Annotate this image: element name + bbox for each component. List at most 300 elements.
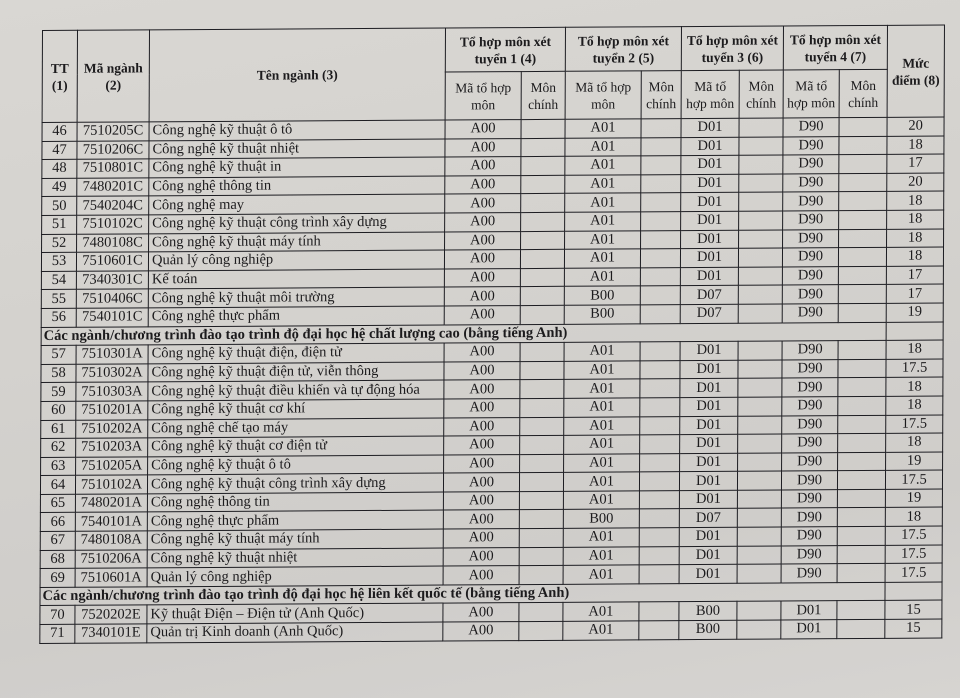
cell-mon-chinh-1 — [521, 156, 565, 175]
cell-ma-to-hop-4: D90 — [783, 211, 839, 230]
cell-mon-chinh-1 — [521, 138, 565, 157]
cell-muc-diem: 18 — [887, 210, 944, 229]
cell-mon-chinh-2 — [640, 305, 680, 324]
cell-ma-to-hop-4: D90 — [783, 192, 839, 211]
cell-ma-nganh: 7510206A — [75, 550, 147, 569]
cell-mon-chinh-2 — [640, 379, 680, 398]
cell-ma-to-hop-3: D01 — [681, 193, 739, 212]
cell-mon-chinh-4 — [838, 396, 886, 415]
cell-ma-to-hop-2: A01 — [565, 156, 641, 175]
cell-ma-to-hop-1: A00 — [444, 361, 520, 380]
cell-mon-chinh-4 — [839, 173, 887, 192]
cell-muc-diem: 17.5 — [886, 415, 943, 434]
cell-tt: 64 — [40, 476, 75, 495]
cell-ma-to-hop-3: D01 — [680, 341, 738, 360]
cell-ma-nganh: 7480201A — [75, 494, 147, 513]
cell-mon-chinh-2 — [640, 249, 680, 268]
cell-mon-chinh-2 — [639, 528, 679, 547]
cell-mon-chinh-3 — [738, 434, 782, 453]
cell-ma-nganh: 7510406C — [76, 289, 148, 308]
cell-ma-to-hop-1: A00 — [443, 566, 519, 585]
cell-muc-diem: 19 — [886, 452, 943, 471]
cell-mon-chinh-4 — [838, 378, 886, 397]
cell-ma-to-hop-4: D90 — [782, 359, 838, 378]
cell-mon-chinh-2 — [639, 509, 679, 528]
cell-muc-diem: 17.5 — [885, 545, 942, 564]
cell-ma-to-hop-3: D01 — [681, 211, 739, 230]
cell-mon-chinh-2 — [640, 398, 680, 417]
cell-ma-nganh: 7520202E — [75, 605, 147, 624]
cell-mon-chinh-2 — [639, 602, 679, 621]
cell-ma-to-hop-4: D90 — [782, 341, 838, 360]
subheader-mon-chinh-1: Môn chính — [521, 71, 565, 119]
cell-mon-chinh-3 — [738, 378, 782, 397]
cell-ma-to-hop-2: A01 — [564, 454, 640, 473]
cell-muc-diem: 18 — [885, 507, 942, 526]
cell-mon-chinh-2 — [640, 416, 680, 435]
cell-mon-chinh-1 — [519, 621, 563, 640]
cell-tt: 49 — [42, 178, 77, 197]
cell-ma-nganh: 7510201A — [76, 401, 148, 420]
cell-ma-nganh: 7510102C — [77, 215, 149, 234]
cell-mon-chinh-1 — [519, 603, 563, 622]
cell-mon-chinh-3 — [737, 546, 781, 565]
cell-mon-chinh-3 — [738, 397, 782, 416]
cell-ma-to-hop-1: A00 — [444, 398, 520, 417]
cell-ten-nganh: Công nghệ kỹ thuật in — [149, 157, 445, 177]
cell-ma-to-hop-2: B00 — [564, 286, 640, 305]
cell-ma-to-hop-4: D90 — [782, 471, 838, 490]
cell-mon-chinh-1 — [521, 194, 565, 213]
cell-ma-nganh: 7510301A — [76, 345, 148, 364]
cell-ma-to-hop-3: D01 — [680, 379, 738, 398]
cell-mon-chinh-2 — [640, 360, 680, 379]
section-title: Các ngành/chương trình đào tạo trình độ đại học hệ chất lượng cao (bằng tiếng Anh) — [41, 322, 886, 346]
cell-ma-nganh: 7540101A — [75, 512, 147, 531]
cell-ma-nganh: 7510205A — [76, 457, 148, 476]
cell-tt: 52 — [42, 234, 77, 253]
cell-mon-chinh-2 — [641, 230, 681, 249]
cell-ten-nganh: Công nghệ kỹ thuật máy tính — [147, 529, 443, 549]
cell-ma-to-hop-3: D01 — [681, 137, 739, 156]
cell-mon-chinh-3 — [739, 118, 783, 137]
subheader-mon-chinh-3: Môn chính — [739, 70, 783, 118]
cell-mon-chinh-4 — [838, 285, 886, 304]
cell-ma-to-hop-2: A01 — [563, 491, 639, 510]
cell-ma-to-hop-3: D07 — [680, 304, 738, 323]
cell-mon-chinh-4 — [838, 303, 886, 322]
cell-ma-to-hop-1: A00 — [444, 306, 520, 325]
cell-tt: 63 — [41, 457, 76, 476]
cell-ten-nganh: Công nghệ thực phẩm — [148, 306, 444, 326]
cell-mon-chinh-3 — [738, 285, 782, 304]
cell-tt: 50 — [42, 197, 77, 216]
cell-mon-chinh-3 — [738, 267, 782, 286]
cell-ma-to-hop-1: A00 — [444, 380, 520, 399]
cell-ma-to-hop-1: A00 — [443, 547, 519, 566]
cell-mon-chinh-3 — [738, 341, 782, 360]
cell-muc-diem: 19 — [886, 303, 943, 322]
cell-ma-to-hop-2: A01 — [563, 621, 639, 640]
cell-tt: 55 — [41, 290, 76, 309]
cell-ma-nganh: 7540204C — [77, 196, 149, 215]
cell-ma-nganh: 7510206C — [77, 140, 149, 159]
cell-ten-nganh: Công nghệ thực phẩm — [147, 511, 443, 531]
cell-ten-nganh: Công nghệ kỹ thuật công trình xây dựng — [147, 473, 443, 493]
cell-mon-chinh-4 — [837, 601, 885, 620]
cell-tt: 60 — [41, 401, 76, 420]
cell-muc-diem: 18 — [886, 377, 943, 396]
cell-mon-chinh-1 — [520, 417, 564, 436]
cell-mon-chinh-1 — [520, 342, 564, 361]
cell-ma-to-hop-3: D01 — [681, 155, 739, 174]
cell-mon-chinh-3 — [739, 174, 783, 193]
cell-ma-nganh: 7480108A — [75, 531, 147, 550]
cell-mon-chinh-3 — [738, 304, 782, 323]
cell-tt: 69 — [40, 569, 75, 588]
cell-tt: 61 — [41, 420, 76, 439]
cell-ten-nganh: Kỹ thuật Điện – Điện tử (Anh Quốc) — [147, 603, 443, 623]
cell-mon-chinh-1 — [519, 547, 563, 566]
cell-mon-chinh-2 — [640, 435, 680, 454]
cell-mon-chinh-4 — [839, 155, 887, 174]
cell-tt: 57 — [41, 345, 76, 364]
cell-muc-diem: 17 — [887, 154, 944, 173]
cell-ma-to-hop-2: A01 — [565, 175, 641, 194]
cell-ma-to-hop-3: D01 — [681, 118, 739, 137]
cell-ma-to-hop-3: D01 — [680, 416, 738, 435]
cell-ma-to-hop-4: D90 — [782, 285, 838, 304]
cell-ma-to-hop-4: D90 — [782, 397, 838, 416]
cell-mon-chinh-2 — [640, 342, 680, 361]
cell-ten-nganh: Công nghệ kỹ thuật máy tính — [149, 232, 445, 252]
cell-tt: 47 — [42, 141, 77, 160]
cell-muc-diem: 17.5 — [885, 563, 942, 582]
cell-ten-nganh: Công nghệ chế tạo máy — [148, 418, 444, 438]
cell-mon-chinh-1 — [520, 361, 564, 380]
cell-ma-to-hop-2: A01 — [564, 342, 640, 361]
col-header-to-hop-1: Tổ hợp môn xét tuyển 1 (4) — [445, 27, 565, 72]
cell-ma-to-hop-3: D01 — [681, 174, 739, 193]
cell-ten-nganh: Công nghệ kỹ thuật cơ khí — [148, 399, 444, 419]
cell-mon-chinh-2 — [639, 565, 679, 584]
cell-ten-nganh: Công nghệ kỹ thuật nhiệt — [147, 548, 443, 568]
cell-ma-to-hop-4: D90 — [783, 136, 839, 155]
cell-ma-nganh: 7340301C — [76, 271, 148, 290]
cell-ma-to-hop-2: A01 — [563, 602, 639, 621]
cell-ma-to-hop-3: D07 — [680, 286, 738, 305]
cell-mon-chinh-2 — [641, 137, 681, 156]
cell-mon-chinh-3 — [739, 155, 783, 174]
cell-mon-chinh-4 — [839, 117, 887, 136]
cell-ma-nganh: 7480108C — [77, 233, 149, 252]
cell-ma-to-hop-1: A00 — [444, 343, 520, 362]
cell-mon-chinh-4 — [838, 359, 886, 378]
cell-mon-chinh-1 — [520, 380, 564, 399]
cell-mon-chinh-3 — [739, 192, 783, 211]
cell-ma-to-hop-1: A00 — [445, 175, 521, 194]
cell-ma-to-hop-3: D01 — [680, 248, 738, 267]
cell-ma-nganh: 7510203A — [76, 438, 148, 457]
cell-tt: 48 — [42, 159, 77, 178]
cell-ma-to-hop-4: D90 — [782, 378, 838, 397]
cell-tt: 46 — [42, 122, 77, 141]
cell-ma-to-hop-4: D90 — [782, 304, 838, 323]
cell-mon-chinh-1 — [520, 454, 564, 473]
cell-ma-to-hop-3: D07 — [679, 509, 737, 528]
cell-ma-to-hop-1: A00 — [445, 213, 521, 232]
cell-mon-chinh-2 — [640, 286, 680, 305]
cell-mon-chinh-3 — [737, 471, 781, 490]
cell-ten-nganh: Công nghệ kỹ thuật điện, điện tử — [148, 343, 444, 363]
cell-ten-nganh: Công nghệ kỹ thuật cơ điện tử — [148, 436, 444, 456]
cell-mon-chinh-4 — [839, 210, 887, 229]
cell-ma-to-hop-2: A01 — [565, 230, 641, 249]
cell-tt: 66 — [40, 513, 75, 532]
cell-mon-chinh-2 — [639, 472, 679, 491]
cell-muc-diem: 18 — [887, 229, 944, 248]
cell-mon-chinh-3 — [737, 620, 781, 639]
table-body — [40, 117, 944, 643]
cell-ma-to-hop-1: A00 — [445, 194, 521, 213]
cell-ma-nganh: 7510601A — [75, 568, 147, 587]
cell-ma-to-hop-1: A00 — [443, 603, 519, 622]
cell-muc-diem: 15 — [885, 619, 942, 638]
cell-ma-to-hop-2: A01 — [564, 361, 640, 380]
cell-mon-chinh-4 — [838, 340, 886, 359]
subheader-mon-chinh-2: Môn chính — [641, 71, 681, 119]
cell-ma-to-hop-2: A01 — [565, 119, 641, 138]
cell-ten-nganh: Quản lý công nghiệp — [147, 566, 443, 586]
cell-ma-to-hop-3: D01 — [680, 434, 738, 453]
cell-ma-nganh: 7480201C — [77, 178, 149, 197]
cell-ma-nganh: 7510601C — [76, 252, 148, 271]
cell-ma-to-hop-2: A01 — [563, 565, 639, 584]
cell-mon-chinh-4 — [838, 471, 886, 490]
cell-ten-nganh: Công nghệ kỹ thuật nhiệt — [149, 139, 445, 159]
cell-ma-to-hop-1: A00 — [445, 231, 521, 250]
cell-ten-nganh: Quản trị Kinh doanh (Anh Quốc) — [147, 622, 443, 642]
cell-ma-to-hop-3: D01 — [680, 453, 738, 472]
cell-mon-chinh-2 — [639, 546, 679, 565]
cell-mon-chinh-1 — [521, 175, 565, 194]
cell-mon-chinh-4 — [837, 545, 885, 564]
cell-mon-chinh-2 — [641, 119, 681, 138]
cell-mon-chinh-3 — [737, 508, 781, 527]
cell-mon-chinh-2 — [639, 621, 679, 640]
cell-ma-to-hop-4: D90 — [783, 155, 839, 174]
col-header-to-hop-3: Tổ hợp môn xét tuyển 3 (6) — [681, 26, 783, 71]
cell-ma-to-hop-3: D01 — [679, 472, 737, 491]
subheader-mon-chinh-4: Môn chính — [839, 69, 887, 117]
cell-mon-chinh-2 — [641, 193, 681, 212]
cell-mon-chinh-4 — [839, 192, 887, 211]
cell-ma-to-hop-1: A00 — [443, 510, 519, 529]
cell-ma-to-hop-3: D01 — [680, 397, 738, 416]
cell-ma-nganh: 7510205C — [77, 122, 149, 141]
cell-mon-chinh-1 — [520, 305, 564, 324]
cell-ma-to-hop-1: A00 — [445, 157, 521, 176]
cell-tt: 58 — [41, 364, 76, 383]
col-header-tt: TT (1) — [42, 30, 77, 122]
cell-ma-nganh: 7510202A — [76, 419, 148, 438]
cell-ma-to-hop-4: D90 — [781, 490, 837, 509]
cell-ma-to-hop-3: D01 — [679, 546, 737, 565]
cell-ma-to-hop-2: A01 — [563, 528, 639, 547]
cell-mon-chinh-1 — [521, 231, 565, 250]
col-header-muc-diem: Mức điểm (8) — [887, 25, 944, 117]
cell-mon-chinh-4 — [838, 415, 886, 434]
cell-ma-to-hop-3: D01 — [679, 565, 737, 584]
cell-ma-to-hop-1: A00 — [445, 138, 521, 157]
cell-ma-to-hop-4: D90 — [783, 118, 839, 137]
admission-score-sheet — [39, 24, 944, 643]
cell-ma-to-hop-2: A01 — [564, 249, 640, 268]
cell-ma-to-hop-2: A01 — [564, 435, 640, 454]
cell-ma-to-hop-4: D90 — [783, 173, 839, 192]
cell-ma-to-hop-4: D90 — [781, 527, 837, 546]
cell-mon-chinh-1 — [520, 435, 564, 454]
cell-tt: 51 — [42, 215, 77, 234]
cell-tt: 62 — [41, 438, 76, 457]
admission-score-table — [39, 24, 945, 643]
cell-ma-to-hop-1: A00 — [444, 417, 520, 436]
cell-ma-to-hop-3: D01 — [680, 360, 738, 379]
cell-ma-to-hop-1: A00 — [444, 436, 520, 455]
cell-ma-to-hop-2: A01 — [565, 137, 641, 156]
cell-muc-diem: 18 — [886, 247, 943, 266]
cell-mon-chinh-4 — [838, 452, 886, 471]
cell-mon-chinh-3 — [737, 527, 781, 546]
cell-mon-chinh-3 — [738, 415, 782, 434]
cell-ma-to-hop-1: A00 — [445, 120, 521, 139]
cell-ma-to-hop-1: A00 — [444, 250, 520, 269]
section-score-blank — [886, 322, 943, 341]
cell-ma-to-hop-2: A01 — [565, 193, 641, 212]
cell-muc-diem: 18 — [887, 136, 944, 155]
cell-tt: 67 — [40, 531, 75, 550]
cell-tt: 71 — [40, 624, 75, 643]
table-header — [42, 25, 944, 123]
cell-tt: 53 — [41, 252, 76, 271]
cell-mon-chinh-4 — [837, 526, 885, 545]
cell-mon-chinh-1 — [520, 249, 564, 268]
cell-ma-nganh: 7510302A — [76, 364, 148, 383]
cell-ma-to-hop-1: A00 — [444, 454, 520, 473]
subheader-ma-to-hop-2: Mã tổ hợp môn — [565, 71, 641, 119]
cell-ma-nganh: 7540101C — [76, 308, 148, 327]
cell-ma-to-hop-2: B00 — [563, 509, 639, 528]
cell-mon-chinh-2 — [641, 174, 681, 193]
cell-ten-nganh: Công nghệ kỹ thuật ô tô — [149, 120, 445, 140]
cell-muc-diem: 18 — [886, 396, 943, 415]
cell-ma-nganh: 7340101E — [75, 624, 147, 643]
cell-ten-nganh: Công nghệ kỹ thuật điện tử, viễn thông — [148, 362, 444, 382]
cell-ten-nganh: Công nghệ thông tin — [147, 492, 443, 512]
col-header-ma-nganh: Mã ngành (2) — [77, 30, 149, 122]
cell-ten-nganh: Công nghệ thông tin — [149, 176, 445, 196]
cell-ma-to-hop-2: A01 — [563, 547, 639, 566]
section-title: Các ngành/chương trình đào tạo trình độ đại học hệ liên kết quốc tế (bằng tiếng Anh) — [40, 582, 885, 606]
cell-mon-chinh-1 — [519, 528, 563, 547]
cell-ten-nganh: Quản lý công nghiệp — [148, 250, 444, 270]
cell-tt: 65 — [40, 494, 75, 513]
cell-mon-chinh-2 — [639, 490, 679, 509]
cell-mon-chinh-1 — [521, 119, 565, 138]
cell-mon-chinh-3 — [738, 453, 782, 472]
cell-ma-to-hop-2: A01 — [564, 398, 640, 417]
cell-tt: 56 — [41, 308, 76, 327]
cell-ma-to-hop-1: A00 — [444, 287, 520, 306]
subheader-ma-to-hop-3: Mã tổ hợp môn — [681, 70, 739, 118]
cell-mon-chinh-2 — [641, 212, 681, 231]
subheader-ma-to-hop-1: Mã tổ hợp môn — [445, 72, 521, 120]
cell-ma-to-hop-4: D90 — [783, 229, 839, 248]
cell-ma-to-hop-1: A00 — [443, 622, 519, 641]
cell-ma-to-hop-4: D90 — [781, 508, 837, 527]
cell-mon-chinh-3 — [738, 360, 782, 379]
cell-ma-to-hop-3: D01 — [679, 527, 737, 546]
cell-mon-chinh-3 — [739, 230, 783, 249]
cell-mon-chinh-3 — [737, 601, 781, 620]
cell-ma-to-hop-4: D90 — [782, 266, 838, 285]
cell-ma-to-hop-2: A01 — [563, 472, 639, 491]
cell-mon-chinh-1 — [519, 510, 563, 529]
cell-ma-nganh: 7510303A — [76, 382, 148, 401]
cell-mon-chinh-4 — [839, 229, 887, 248]
cell-muc-diem: 17.5 — [886, 470, 943, 489]
cell-muc-diem: 17.5 — [886, 359, 943, 378]
cell-ma-nganh: 7510801C — [77, 159, 149, 178]
cell-ma-to-hop-4: D90 — [781, 564, 837, 583]
cell-ma-to-hop-3: D01 — [681, 230, 739, 249]
cell-mon-chinh-2 — [641, 156, 681, 175]
cell-ma-to-hop-4: D90 — [782, 434, 838, 453]
cell-mon-chinh-3 — [739, 211, 783, 230]
cell-ma-to-hop-3: D01 — [679, 490, 737, 509]
cell-muc-diem: 17 — [886, 266, 943, 285]
cell-ten-nganh: Công nghệ kỹ thuật điều khiển và tự động hóa — [148, 380, 444, 400]
col-header-to-hop-2: Tổ hợp môn xét tuyển 2 (5) — [565, 27, 681, 72]
cell-muc-diem: 20 — [887, 173, 944, 192]
cell-ten-nganh: Công nghệ kỹ thuật môi trường — [148, 287, 444, 307]
cell-muc-diem: 15 — [885, 600, 942, 619]
cell-ma-to-hop-4: D01 — [781, 620, 837, 639]
cell-ma-nganh: 7510102A — [75, 475, 147, 494]
cell-tt: 70 — [40, 606, 75, 625]
cell-mon-chinh-4 — [837, 564, 885, 583]
cell-mon-chinh-4 — [837, 489, 885, 508]
cell-muc-diem: 18 — [886, 340, 943, 359]
cell-ma-to-hop-4: D90 — [782, 248, 838, 267]
cell-mon-chinh-3 — [738, 248, 782, 267]
cell-ma-to-hop-2: A01 — [564, 379, 640, 398]
cell-ma-to-hop-4: D90 — [782, 415, 838, 434]
cell-mon-chinh-3 — [737, 564, 781, 583]
cell-mon-chinh-1 — [521, 212, 565, 231]
section-score-blank — [885, 582, 942, 601]
cell-mon-chinh-3 — [737, 490, 781, 509]
cell-ma-to-hop-2: A01 — [564, 268, 640, 287]
cell-mon-chinh-1 — [520, 287, 564, 306]
cell-mon-chinh-3 — [739, 137, 783, 156]
col-header-to-hop-4: Tổ hợp môn xét tuyển 4 (7) — [783, 25, 887, 70]
cell-ma-to-hop-3: B00 — [679, 620, 737, 639]
cell-muc-diem: 18 — [886, 433, 943, 452]
cell-muc-diem: 17.5 — [885, 526, 942, 545]
cell-ma-to-hop-2: B00 — [564, 305, 640, 324]
cell-mon-chinh-2 — [640, 267, 680, 286]
